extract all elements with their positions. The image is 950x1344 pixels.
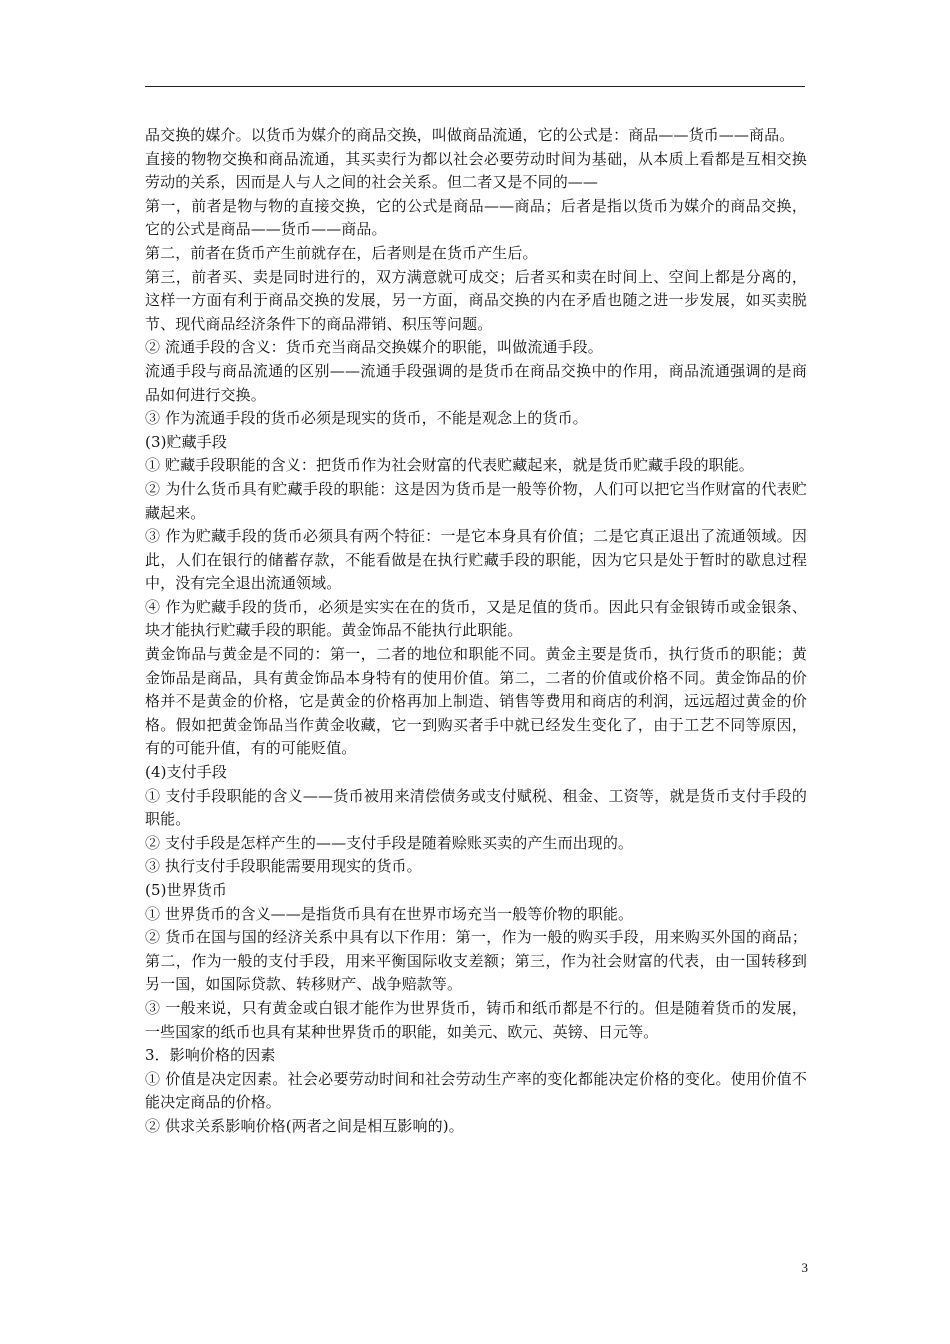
paragraph: 第二，前者在货币产生前就存在，后者则是在货币产生后。	[145, 243, 538, 262]
paragraph: 品交换的媒介。以货币为媒介的商品交换，叫做商品流通，它的公式是：商品——货币——商品。	[145, 126, 795, 144]
paragraph: ② 为什么货币具有贮藏手段的职能：这是因为货币是一般等价物，人们可以把它当作财富的代表贮藏起来。	[145, 479, 807, 522]
document-body	[145, 124, 807, 1139]
paragraph: 第三，前者买、卖是同时进行的，双方满意就可成交；后者买和卖在时间上、空间上都是分离的，这样一方面有利于商品交换的发展，另一方面，商品交换的内在矛盾也随之进一步发展，如买卖脱节、现代商品经济条件下的商品滞销、积压等问题。	[145, 267, 807, 333]
paragraph: ③ 作为贮藏手段的货币必须具有两个特征：一是它本身具有价值；二是它真正退出了流通领域。因此，人们在银行的储蓄存款，不能看做是在执行贮藏手段的职能，因为它只是处于暂时的歇息过程中，没有完全退出流通领域。	[145, 527, 807, 593]
paragraph: ③ 执行支付手段职能需要用现实的货币。	[145, 857, 422, 876]
paragraph: ① 支付手段职能的含义——货币被用来清偿债务或支付赋税、租金、工资等，就是货币支付手段的职能。	[145, 786, 807, 829]
paragraph: ① 贮藏手段职能的含义：把货币作为社会财富的代表贮藏起来，就是货币贮藏手段的职能。	[145, 456, 754, 475]
paragraph: ② 供求关系影响价格(两者之间是相互影响的)。	[145, 1116, 464, 1135]
paragraph: 黄金饰品与黄金是不同的：第一，二者的地位和职能不同。黄金主要是货币，执行货币的职能；黄金饰品是商品，具有黄金饰品本身特有的使用价值。第二，二者的价值或价格不同。黄金饰品的价格并不是黄金的价格，它是黄金的价格再加上制造、销售等费用和商店的利润，远远超过黄金的价格。假如把黄金饰品当作黄金收藏，它一到购买者手中就已经发生变化了，由于工艺不同等原因，有的可能升值，有的可能贬值。	[145, 645, 807, 758]
paragraph: ② 支付手段是怎样产生的——支付手段是随着赊账买卖的产生而出现的。	[145, 833, 634, 852]
paragraph: ① 世界货币的含义——是指货币具有在世界市场充当一般等价物的职能。	[145, 904, 634, 923]
paragraph: ② 货币在国与国的经济关系中具有以下作用：第一，作为一般的购买手段，用来购买外国的商品；第二，作为一般的支付手段，用来平衡国际收支差额；第三，作为社会财富的代表，由一国转移到另一国，如国际贷款、转移财产、战争赔款等。	[145, 928, 807, 994]
page-number: 3	[801, 1260, 808, 1275]
paragraph: ① 价值是决定因素。社会必要劳动时间和社会劳动生产率的变化都能决定价格的变化。使用价值不能决定商品的价格。	[145, 1069, 807, 1112]
paragraph: ② 流通手段的含义：货币充当商品交换媒介的职能，叫做流通手段。	[145, 338, 603, 357]
paragraph: 流通手段与商品流通的区别——流通手段强调的是货币在商品交换中的作用，商品流通强调的是商品如何进行交换。	[145, 361, 807, 404]
paragraph: ③ 作为流通手段的货币必须是现实的货币，不能是观念上的货币。	[145, 409, 588, 428]
section-heading: (5)世界货币	[145, 881, 227, 899]
section-heading: (3)贮藏手段	[145, 432, 227, 451]
paragraph: ④ 作为贮藏手段的货币，必须是实实在在的货币，又是足值的货币。因此只有金银铸币或金银条、块才能执行贮藏手段的职能。黄金饰品不能执行此职能。	[145, 597, 807, 640]
paragraph: 直接的物物交换和商品流通，其买卖行为都以社会必要劳动时间为基础，从本质上看都是互相交换劳动的关系，因而是人与人之间的社会关系。但二者又是不同的——	[145, 149, 807, 192]
paragraph: ③ 一般来说，只有黄金或白银才能作为世界货币，铸币和纸币都是不行的。但是随着货币的发展，一些国家的纸币也具有某种世界货币的职能，如美元、欧元、英镑、日元等。	[145, 998, 807, 1041]
header-rule	[145, 86, 805, 87]
section-heading: (4)支付手段	[145, 763, 227, 782]
paragraph: 第一，前者是物与物的直接交换，它的公式是商品——商品；后者是指以货币为媒介的商品交换，它的公式是商品——货币——商品。	[145, 196, 807, 239]
section-heading: 3．影响价格的因素	[145, 1046, 276, 1065]
